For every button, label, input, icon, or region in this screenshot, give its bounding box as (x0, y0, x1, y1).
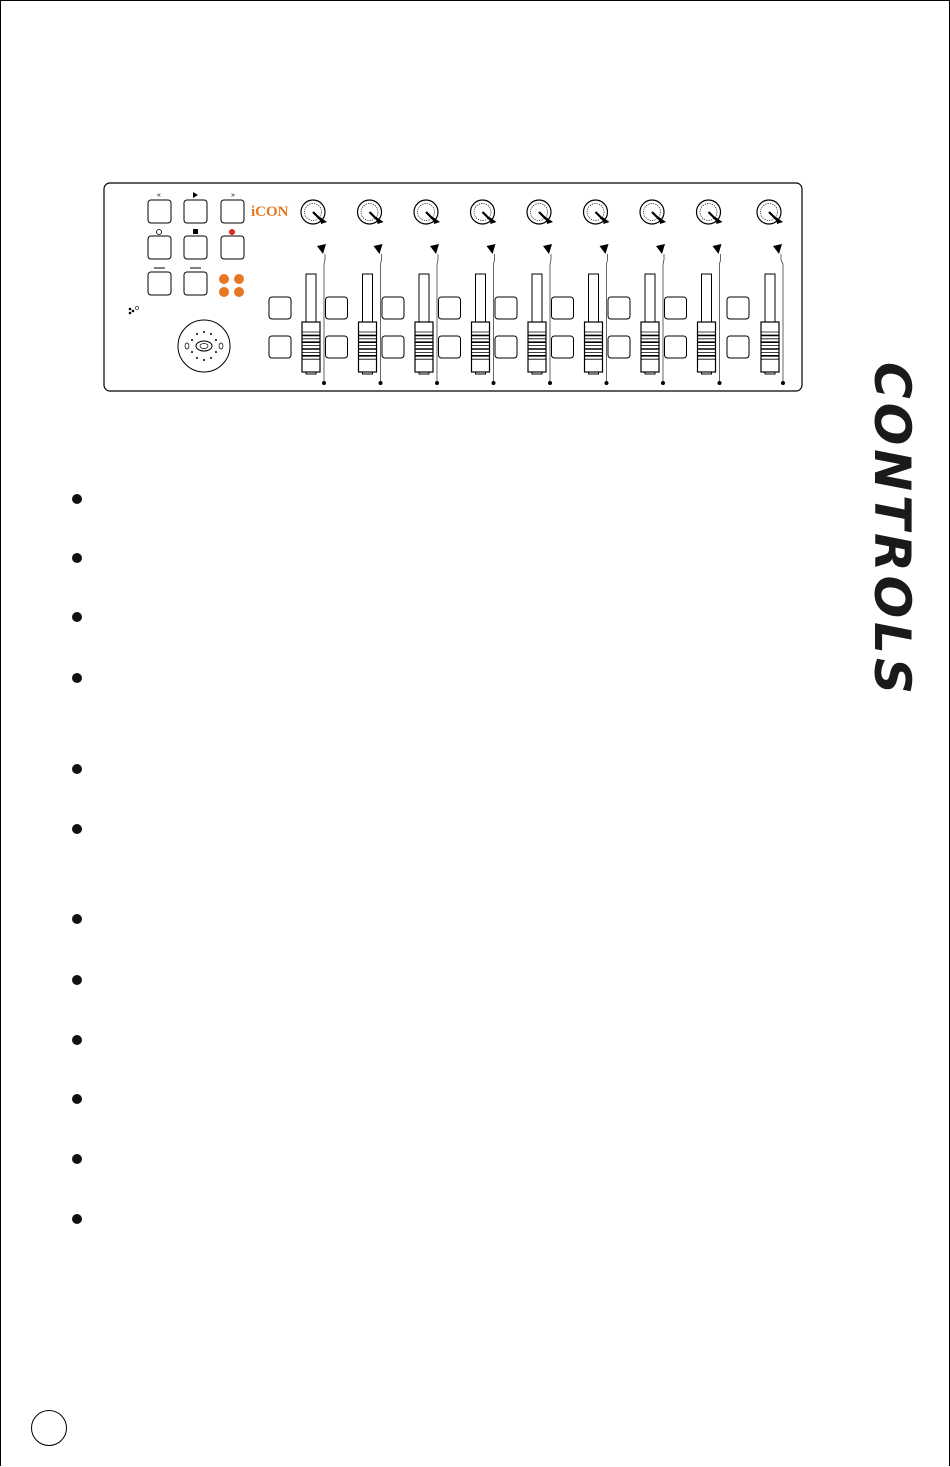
fast-forward-icon: » (231, 192, 235, 199)
channel-button-bottom[interactable] (382, 336, 404, 358)
led (219, 274, 229, 284)
led (234, 274, 244, 284)
channel-button-bottom[interactable] (439, 336, 461, 358)
channel-button-top[interactable] (608, 297, 630, 319)
callout-dot (492, 381, 496, 385)
record-button[interactable] (221, 236, 244, 259)
icon-logo: iCON (251, 204, 289, 220)
controller-diagram (103, 182, 805, 394)
play-button[interactable] (184, 200, 207, 223)
channel-button-bottom[interactable] (552, 336, 574, 358)
loop-button[interactable] (148, 236, 171, 259)
callout-dot (322, 381, 326, 385)
channel-button-bottom[interactable] (727, 336, 749, 358)
record-icon (229, 229, 235, 235)
channel-button-top[interactable] (382, 297, 404, 319)
channel-button-top[interactable] (326, 297, 348, 319)
channel-up-button[interactable] (184, 272, 207, 295)
led (234, 287, 244, 297)
channel-button-top[interactable] (665, 297, 687, 319)
channel-button-top[interactable] (439, 297, 461, 319)
led (219, 287, 229, 297)
rewind-button[interactable] (148, 200, 171, 223)
channel-button-bottom[interactable] (326, 336, 348, 358)
channel-button-top[interactable] (552, 297, 574, 319)
channel-button-top[interactable] (495, 297, 517, 319)
channel-button-bottom[interactable] (665, 336, 687, 358)
channel-down-button[interactable] (148, 272, 171, 295)
rewind-icon: « (157, 192, 161, 199)
page-number-circle (31, 1410, 67, 1446)
fast-forward-button[interactable] (221, 200, 244, 223)
stop-button[interactable] (184, 236, 207, 259)
callout-dot (718, 381, 722, 385)
channel-button-bottom[interactable] (269, 336, 291, 358)
channel-button-top[interactable] (727, 297, 749, 319)
callout-dot (781, 381, 785, 385)
channel-button-bottom[interactable] (495, 336, 517, 358)
channel-button-bottom[interactable] (608, 336, 630, 358)
callout-dot (661, 381, 665, 385)
jog-wheel[interactable] (178, 320, 230, 372)
channel-button-top[interactable] (269, 297, 291, 319)
callout-dot (605, 381, 609, 385)
controls-side-title: CONTROLS (863, 362, 921, 699)
callout-dot (435, 381, 439, 385)
callout-dot (379, 381, 383, 385)
callout-dot (548, 381, 552, 385)
stop-icon (193, 229, 198, 234)
